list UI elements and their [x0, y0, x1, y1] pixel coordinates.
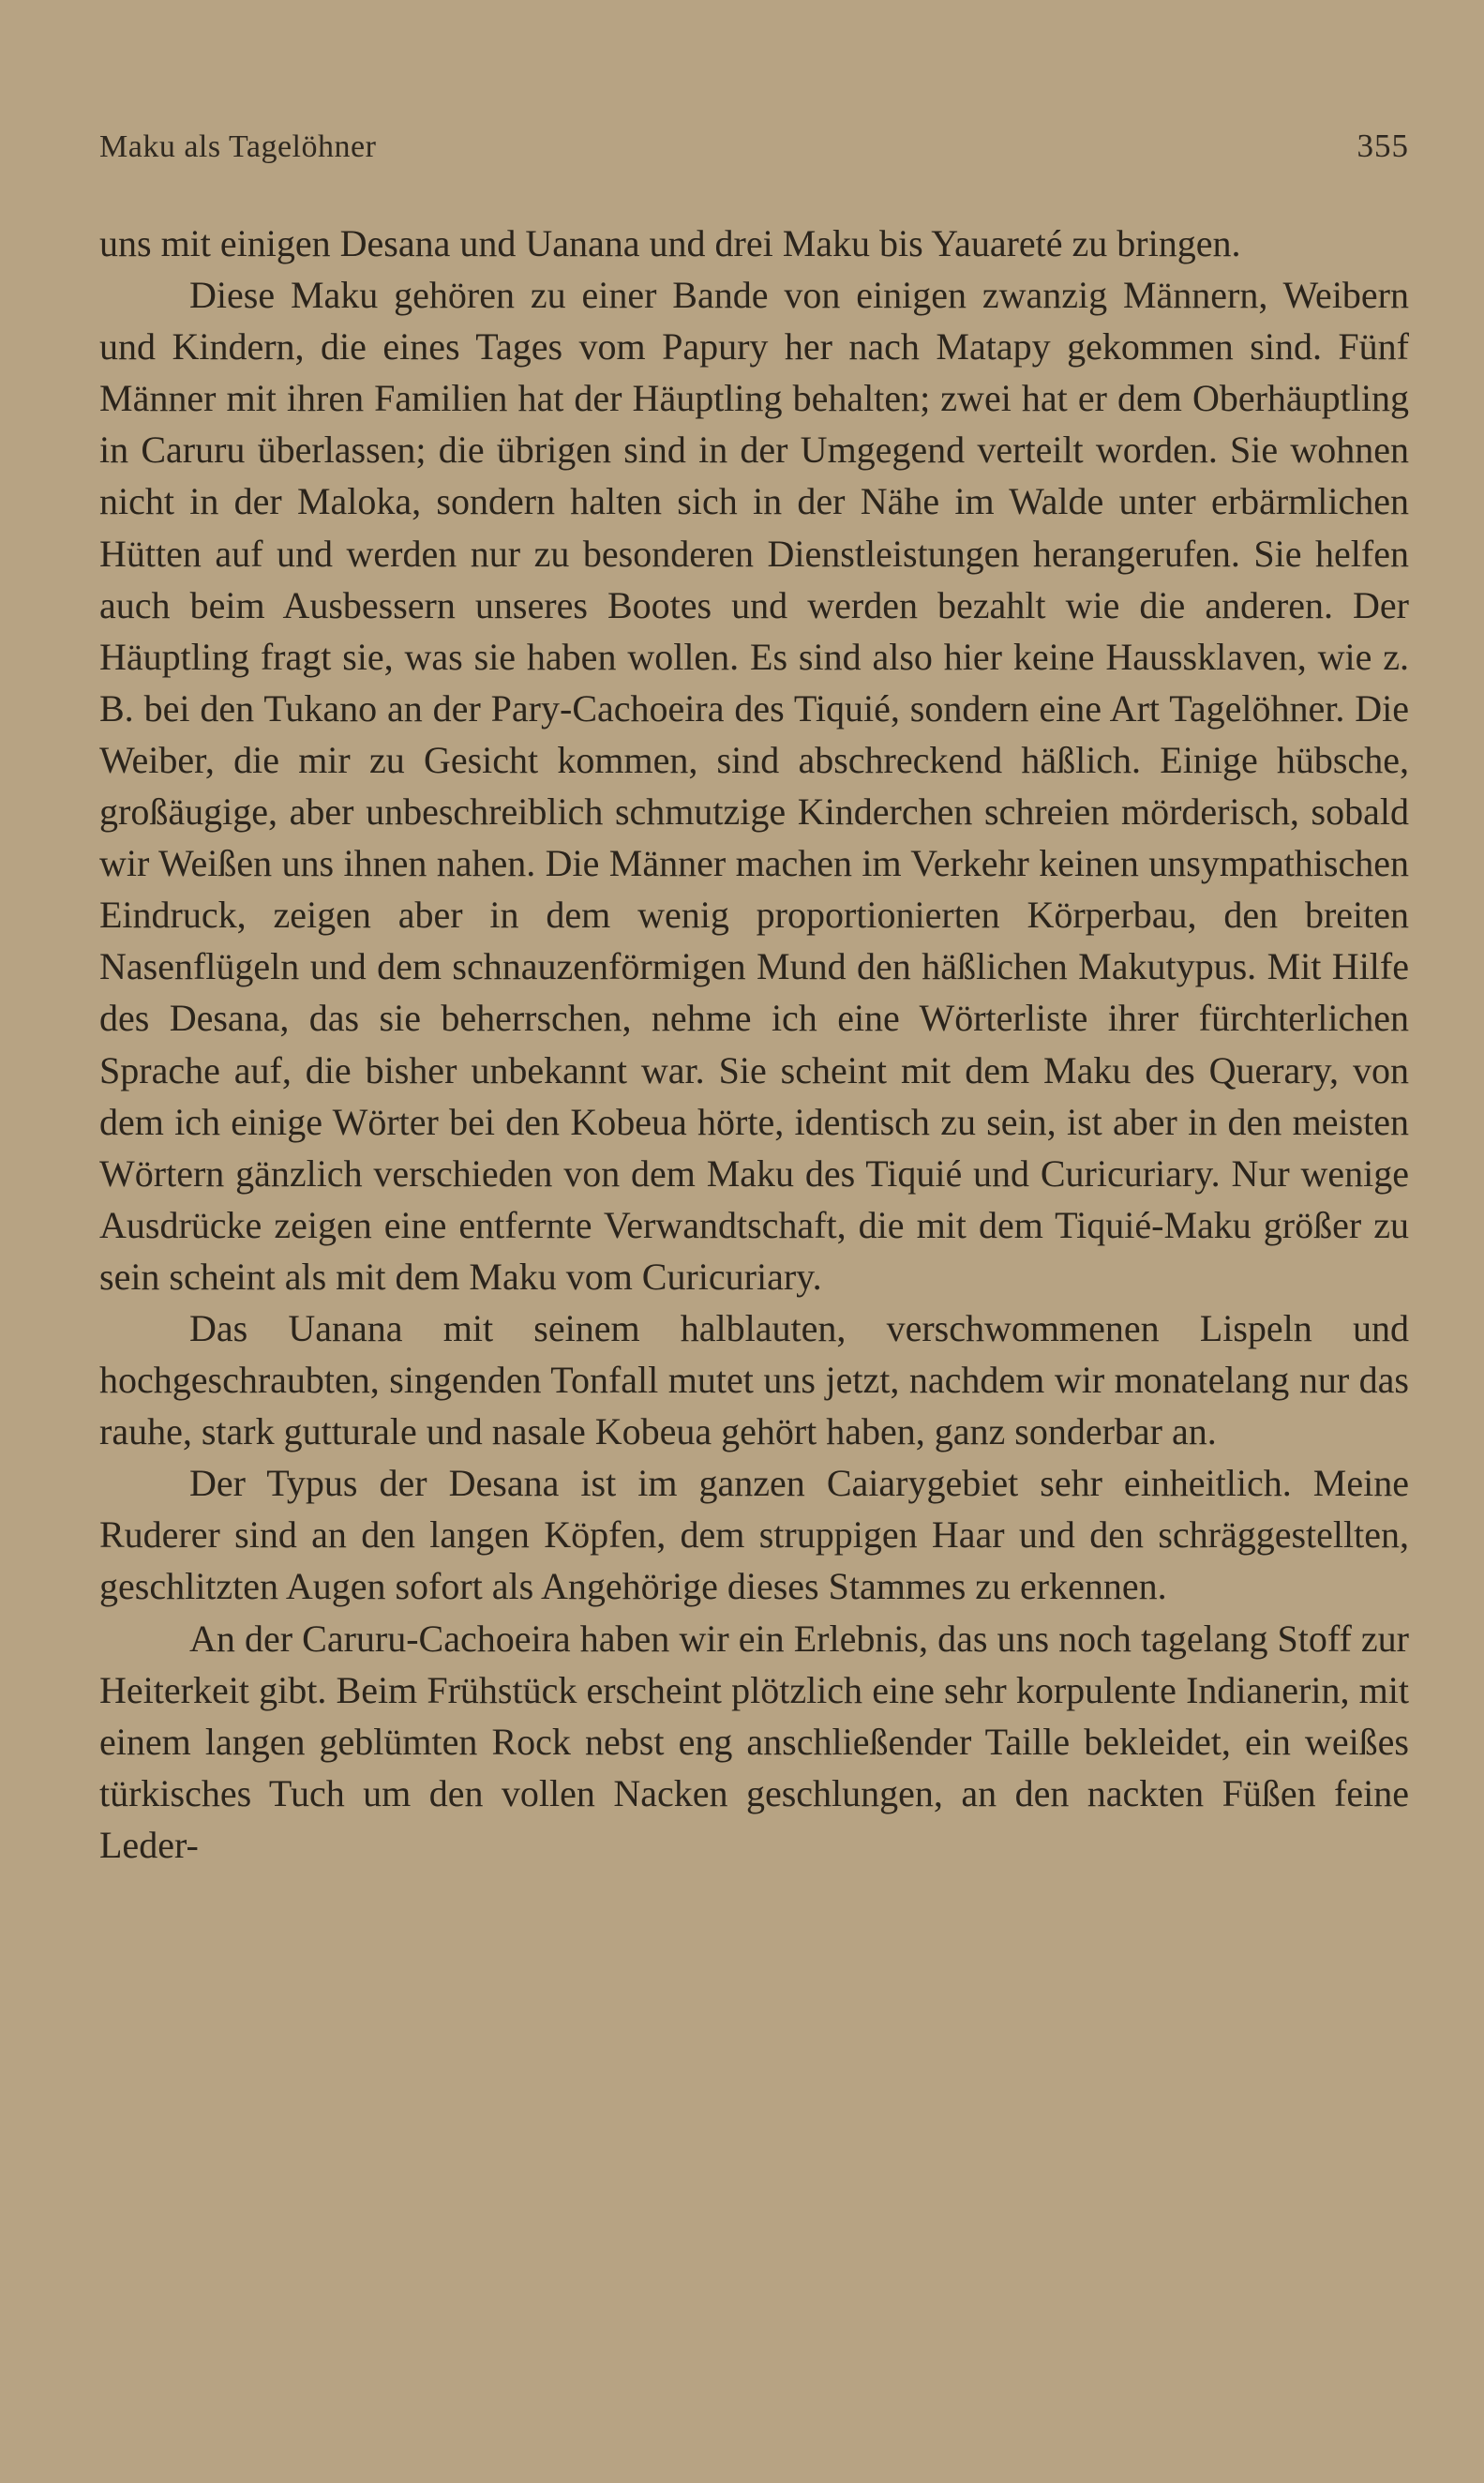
paragraph-desana-type: Der Typus der Desana ist im ganzen Caiarygebiet sehr einheitlich. Meine Ruderer sind an den langen Köpfen, dem struppigen Haar und den schräggestellten, geschlitzten Augen sofort als Angehörige dieses Stammes zu erkennen.	[99, 1462, 1409, 1608]
paragraph-uanana: Das Uanana mit seinem halblauten, verschwommenen Lispeln und hochgeschraubten, singenden Tonfall mutet uns jetzt, nachdem wir monatelang nur das rauhe, stark gutturale und nasale Kobeua gehört haben, ganz sonderbar an.	[99, 1306, 1409, 1453]
paragraph-maku-band: Diese Maku gehören zu einer Bande von einigen zwanzig Männern, Weibern und Kindern, die eines Tages vom Papury her nach Matapy gekommen sind. Fünf Männer mit ihren Familien hat der Häuptling behalten; zwei hat er dem Oberhäuptling in Caruru überlassen; die übrigen sind in der Umgegend verteilt worden. Sie wohnen nicht in der Maloka, sondern halten sich in der Nähe im Walde unter erbärmlichen Hütten auf und werden nur zu besonderen Dienstleistungen herangerufen. Sie helfen auch beim Ausbessern unseres Bootes und werden bezahlt wie die anderen. Der Häuptling fragt sie, was sie haben wollen. Es sind also hier keine Haussklaven, wie z. B. bei den Tukano an der Pary-Cachoeira des Tiquié, sondern eine Art Tagelöhner. Die Weiber, die mir zu Gesicht kommen, sind abschreckend häßlich. Einige hübsche, großäugige, aber unbeschreiblich schmutzige Kinderchen schreien mörderisch, sobald wir Weißen uns ihnen nahen. Die Männer machen im Verkehr keinen unsympathischen Eindruck, zeigen aber in dem wenig proportionierten Körperbau, den breiten Nasenflügeln und dem schnauzenförmigen Mund den häßlichen Makutypus. Mit Hilfe des Desana, das sie beherrschen, nehme ich eine Wörterliste ihrer fürchterlichen Sprache auf, die bisher unbekannt war. Sie scheint mit dem Maku des Querary, von dem ich einige Wörter bei den Kobeua hörte, identisch zu sein, ist aber in den meisten Wörtern gänzlich verschieden von dem Maku des Tiquié und Curicuriary. Nur wenige Ausdrücke zeigen eine entfernte Verwandtschaft, die mit dem Tiquié-Maku größer zu sein scheint als mit dem Maku vom Curicuriary.	[99, 274, 1409, 1298]
body-text	[99, 218, 1409, 1871]
paragraph-caruru-cachoeira: An der Caruru-Cachoeira haben wir ein Erlebnis, das uns noch tagelang Stoff zur Heiterkeit gibt. Beim Frühstück erscheint plötzlich eine sehr korpulente Indianerin, mit einem langen geblümten Rock nebst eng anschließender Taille bekleidet, ein weißes türkisches Tuch um den vollen Nacken geschlungen, an den nackten Füßen feine Leder-	[99, 1617, 1409, 1866]
running-header	[99, 128, 1409, 165]
running-title: Maku als Tagelöhner	[99, 129, 377, 164]
page-number: 355	[1357, 128, 1409, 164]
paragraph-continued: uns mit einigen Desana und Uanana und drei Maku bis Yauareté zu bringen.	[99, 222, 1241, 264]
